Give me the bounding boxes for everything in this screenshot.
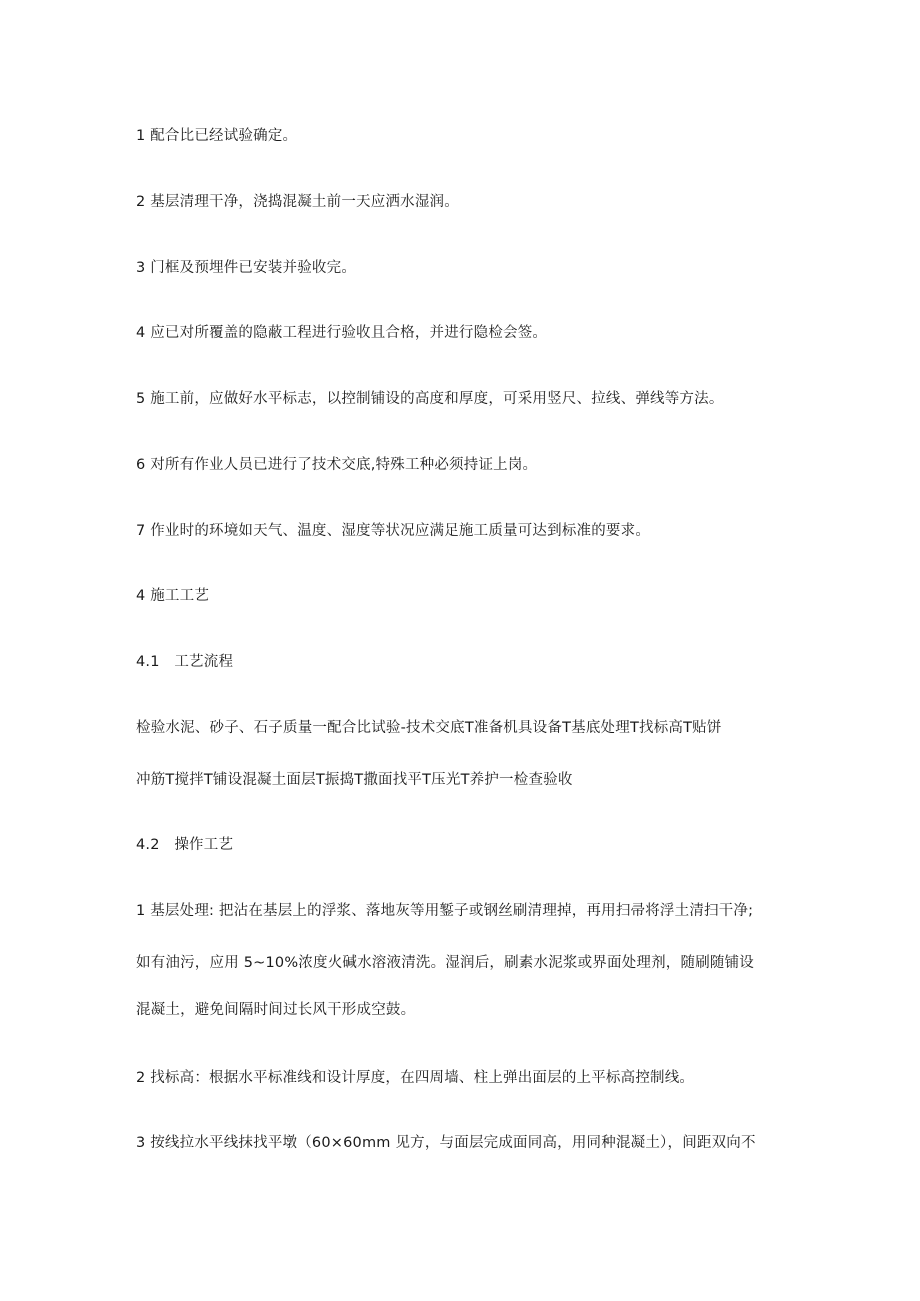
prereq-item-6: 6 对所有作业人员已进行了技术交底,特殊工种必须持证上岗。 <box>136 457 538 473</box>
operation-item-3-line-1: 3 按线拉水平线抹找平墩（60×60mm 见方，与面层完成面同高，用同种混凝土），间距双向不 <box>136 1135 756 1151</box>
prereq-item-2: 2 基层清理干净，浇捣混凝土前一天应洒水湿润。 <box>136 194 459 210</box>
operation-item-1-line-1: 1 基层处理: 把沾在基层上的浮浆、落地灰等用錾子或钢丝刷清理掉，再用扫帚将浮土清扫干净; <box>136 903 754 919</box>
prereq-item-4: 4 应已对所覆盖的隐蔽工程进行验收且合格，并进行隐检会签。 <box>136 325 548 341</box>
operation-item-1-line-2: 如有油污，应用 5~10%浓度火碱水溶液清洗。湿润后，刷素水泥浆或界面处理剂，随刷随铺设 <box>136 955 755 971</box>
prereq-item-3: 3 门框及预埋件已安装并验收完。 <box>136 260 357 276</box>
operation-item-1-line-3: 混凝土，避免间隔时间过长风干形成空鼓。 <box>136 1002 416 1018</box>
process-flow-line-2: 冲筋T搅拌T铺设混凝土面层T振捣T撒面找平T压光T养护一检查验收 <box>136 772 573 788</box>
process-flow-line-1: 检验水泥、砂子、石子质量一配合比试验-技术交底T准备机具设备T基底处理T找标高T贴饼 <box>136 720 722 736</box>
prereq-item-7: 7 作业时的环境如天气、温度、湿度等状况应满足施工质量可达到标准的要求。 <box>136 523 651 539</box>
subsection-heading-operation: 4.2 操作工艺 <box>136 837 234 853</box>
prereq-item-5: 5 施工前，应做好水平标志，以控制铺设的高度和厚度，可采用竖尺、拉线、弹线等方法。 <box>136 391 724 407</box>
prereq-item-1: 1 配合比已经试验确定。 <box>136 128 298 144</box>
section-heading: 4 施工工艺 <box>136 588 210 604</box>
subsection-heading-process-flow: 4.1 工艺流程 <box>136 654 234 670</box>
operation-item-2: 2 找标高：根据水平标准线和设计厚度，在四周墙、柱上弹出面层的上平标高控制线。 <box>136 1070 695 1086</box>
